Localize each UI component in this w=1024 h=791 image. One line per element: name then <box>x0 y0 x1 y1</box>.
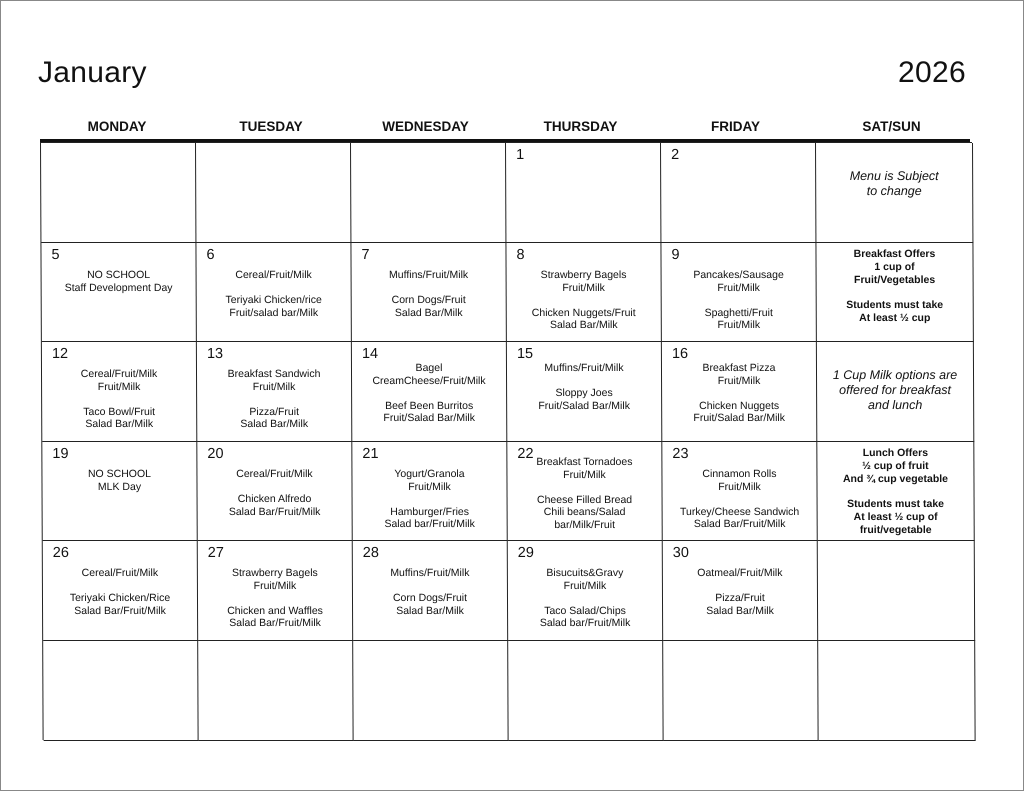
day-cell <box>661 243 816 342</box>
day-cell <box>41 243 196 342</box>
day-menu: Yogurt/Granola Fruit/Milk Hamburger/Fries Salad bar/Fruit/Milk <box>384 468 475 531</box>
day-menu: Breakfast Sandwich Fruit/Milk Pizza/Fruit Salad Bar/Milk <box>227 368 321 431</box>
day-number: 5 <box>51 247 60 263</box>
weekend-cell <box>816 243 973 342</box>
day-menu: Oatmeal/Fruit/Milk Pizza/Fruit Salad Bar/Milk <box>697 567 783 617</box>
day-menu: Cereal/Fruit/Milk Teriyaki Chicken/rice Fruit/salad bar/Milk <box>225 269 322 319</box>
weekend-cell <box>817 442 974 541</box>
day-menu: NO SCHOOL Staff Development Day <box>64 269 173 294</box>
day-number: 16 <box>671 346 689 362</box>
day-number: 9 <box>671 247 680 263</box>
day-menu: Pancakes/Sausage Fruit/Milk Spaghetti/Fruit Fruit/Milk <box>693 269 784 332</box>
day-menu: NO SCHOOL MLK Day <box>87 468 151 493</box>
weekend-note: 1 Cup Milk options are offered for breakfast and lunch <box>832 368 958 412</box>
weekend-cell <box>818 641 975 741</box>
year-title: 2026 <box>898 56 966 89</box>
day-menu: Cereal/Fruit/Milk Teriyaki Chicken/Rice Salad Bar/Fruit/Milk <box>69 567 171 617</box>
day-number: 13 <box>206 346 224 362</box>
day-cell <box>352 342 507 442</box>
weekend-cell <box>816 143 973 243</box>
weekend-note: Breakfast Offers 1 cup of Fruit/Vegetables Students must take At least ½ cup <box>846 248 944 324</box>
day-cell <box>352 442 507 541</box>
day-cell <box>198 641 353 741</box>
day-number: 8 <box>516 247 525 263</box>
day-menu: Cereal/Fruit/Milk Fruit/Milk Taco Bowl/Fruit Salad Bar/Milk <box>80 368 158 431</box>
day-cell <box>662 342 817 442</box>
day-menu: Strawberry Bagels Fruit/Milk Chicken Nuggets/Fruit Salad Bar/Milk <box>531 269 636 332</box>
weekday-header-monday: MONDAY <box>87 119 147 134</box>
day-cell <box>507 342 662 442</box>
weekday-header-wednesday: WEDNESDAY <box>382 119 469 134</box>
day-number: 1 <box>516 147 525 163</box>
day-cell <box>507 442 662 541</box>
day-number: 2 <box>671 147 680 163</box>
day-menu: Muffins/Fruit/Milk Corn Dogs/Fruit Salad Bar/Milk <box>388 269 469 319</box>
weekend-note: Menu is Subject to change <box>849 169 939 198</box>
weekday-header-row <box>40 116 970 138</box>
day-number: 6 <box>206 247 215 263</box>
day-cell <box>661 143 816 243</box>
day-cell <box>351 243 506 342</box>
weekend-cell <box>818 541 975 641</box>
day-menu: Breakfast Pizza Fruit/Milk Chicken Nuggets Fruit/Salad Bar/Milk <box>693 362 786 425</box>
day-number: 22 <box>517 446 534 462</box>
day-number: 19 <box>52 446 69 462</box>
day-menu: Muffins/Fruit/Milk Corn Dogs/Fruit Salad Bar/Milk <box>390 567 470 617</box>
day-cell <box>42 442 197 541</box>
day-cell <box>43 641 198 741</box>
day-menu: Cereal/Fruit/Milk Chicken Alfredo Salad Bar/Fruit/Milk <box>228 468 321 518</box>
calendar-grid <box>40 142 975 740</box>
day-cell <box>663 541 818 641</box>
day-number: 14 <box>361 346 379 362</box>
weekday-header-tuesday: TUESDAY <box>239 119 303 134</box>
day-cell <box>196 243 351 342</box>
day-number: 28 <box>362 545 379 561</box>
day-cell <box>41 143 196 243</box>
day-cell <box>197 442 352 541</box>
day-menu: Muffins/Fruit/Milk Sloppy Joes Fruit/Salad Bar/Milk <box>538 362 630 412</box>
day-cell <box>663 641 818 741</box>
day-number: 21 <box>362 446 379 462</box>
day-cell <box>43 541 198 641</box>
day-menu: Breakfast Tornadoes Fruit/Milk Cheese Filled Bread Chili beans/Salad bar/Milk/Fruit <box>536 456 633 531</box>
day-cell <box>508 541 663 641</box>
month-title: January <box>38 56 147 89</box>
day-menu: Bagel CreamCheese/Fruit/Milk Beef Been Burritos Fruit/Salad Bar/Milk <box>372 362 486 425</box>
day-cell <box>353 541 508 641</box>
weekday-header-friday: FRIDAY <box>710 119 760 134</box>
day-number: 12 <box>51 346 69 362</box>
day-number: 26 <box>52 545 69 561</box>
day-cell <box>198 541 353 641</box>
day-cell <box>506 243 661 342</box>
day-number: 23 <box>672 446 689 462</box>
weekday-header-thursday: THURSDAY <box>543 119 618 134</box>
day-cell <box>506 143 661 243</box>
day-cell <box>42 342 197 442</box>
weekday-header-weekend: SAT/SUN <box>862 119 921 134</box>
day-number: 29 <box>517 545 534 561</box>
day-number: 27 <box>207 545 224 561</box>
day-cell <box>508 641 663 741</box>
day-cell <box>662 442 817 541</box>
day-number: 7 <box>361 247 370 263</box>
day-cell <box>351 143 506 243</box>
day-menu: Cinnamon Rolls Fruit/Milk Turkey/Cheese Sandwich Salad Bar/Fruit/Milk <box>679 468 800 531</box>
day-number: 20 <box>207 446 224 462</box>
day-cell <box>353 641 508 741</box>
day-menu: Bisucuits&Gravy Fruit/Milk Taco Salad/Chips Salad bar/Fruit/Milk <box>539 567 631 630</box>
day-cell <box>197 342 352 442</box>
day-cell <box>196 143 351 243</box>
weekend-note: Lunch Offers ½ cup of fruit And ¾ cup vegetable Students must take At least ½ cup of fruit/vegetable <box>842 447 949 536</box>
day-number: 30 <box>672 545 689 561</box>
weekend-cell <box>817 342 974 442</box>
day-number: 15 <box>516 346 534 362</box>
day-menu: Strawberry Bagels Fruit/Milk Chicken and Waffles Salad Bar/Fruit/Milk <box>227 567 323 630</box>
